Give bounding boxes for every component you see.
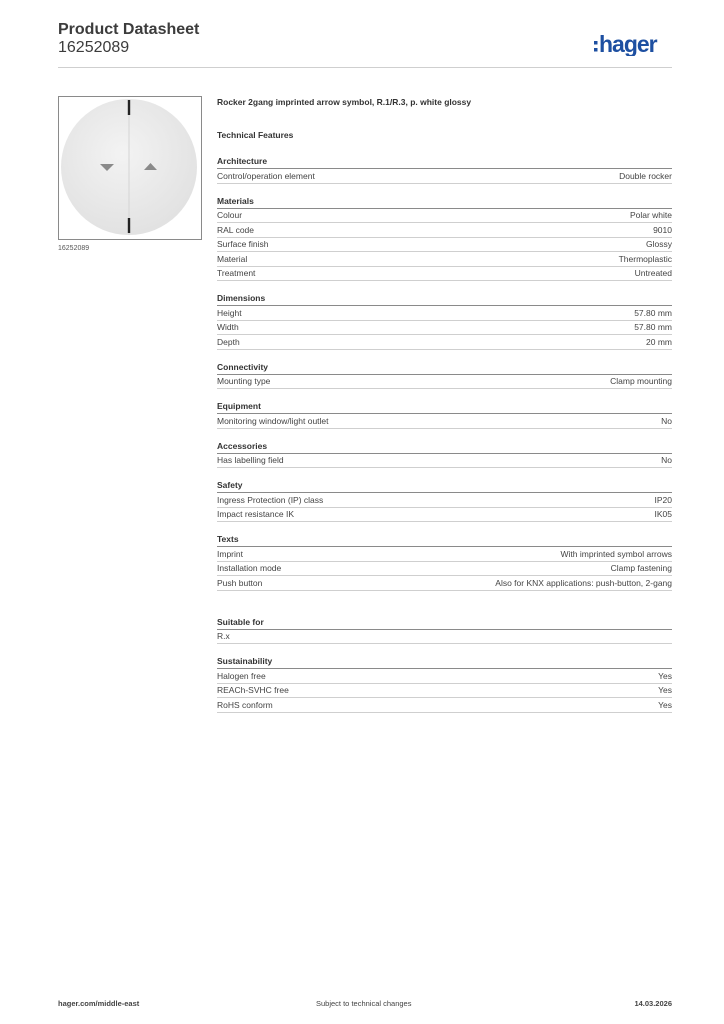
spec-label: Ingress Protection (IP) class — [217, 494, 324, 505]
spec-section — [217, 362, 672, 390]
spec-row — [217, 576, 672, 591]
spec-label: Height — [217, 307, 242, 318]
spec-label: Depth — [217, 336, 240, 347]
section-title: Sustainability — [217, 656, 672, 669]
spec-row — [217, 493, 672, 508]
spec-section — [217, 617, 672, 645]
spec-row — [217, 169, 672, 184]
spec-value: No — [661, 455, 672, 466]
spec-row — [217, 335, 672, 350]
rocker-top-marker — [128, 100, 130, 115]
spec-value: With imprinted symbol arrows — [560, 548, 672, 559]
spec-label: Colour — [217, 210, 243, 221]
spec-label: Treatment — [217, 268, 256, 279]
spec-label: Control/operation element — [217, 170, 315, 181]
spec-label: Monitoring window/light outlet — [217, 415, 329, 426]
spec-label: Mounting type — [217, 376, 271, 387]
spec-value: Yes — [658, 699, 672, 710]
spec-value: Also for KNX applications: push-button, 2-gang — [495, 577, 672, 588]
spec-label: RAL code — [217, 224, 255, 235]
spec-label: Halogen free — [217, 670, 266, 681]
spec-row — [217, 267, 672, 282]
spec-label: R.x — [217, 631, 230, 642]
spec-row — [217, 223, 672, 238]
spec-label: RoHS conform — [217, 699, 273, 710]
spec-row — [217, 547, 672, 562]
logo-text: hager — [599, 31, 657, 56]
section-title: Suitable for — [217, 617, 672, 630]
spec-label: Width — [217, 322, 239, 333]
spec-label: REACh-SVHC free — [217, 685, 289, 696]
image-caption: 16252089 — [58, 245, 90, 252]
spec-section — [217, 196, 672, 282]
section-title: Accessories — [217, 441, 672, 454]
spec-row — [217, 454, 672, 469]
spec-value: Clamp mounting — [610, 376, 672, 387]
spec-label: Has labelling field — [217, 455, 284, 466]
spec-row — [217, 238, 672, 253]
spec-value: Glossy — [646, 239, 672, 250]
technical-features-heading: Technical Features — [217, 130, 294, 140]
section-title: Texts — [217, 534, 672, 547]
footer-website[interactable]: hager.com/middle-east — [58, 999, 140, 1008]
product-number: 16252089 — [58, 39, 130, 56]
spec-row — [217, 306, 672, 321]
feature-sections — [217, 156, 672, 713]
spec-value: Clamp fastening — [610, 563, 672, 574]
hager-logo — [594, 28, 674, 56]
spec-value: Double rocker — [619, 170, 672, 181]
spec-row — [217, 209, 672, 224]
spec-value: Yes — [658, 670, 672, 681]
spec-value: No — [661, 415, 672, 426]
spec-row — [217, 375, 672, 390]
spec-label: Push button — [217, 577, 263, 588]
product-title: Rocker 2gang imprinted arrow symbol, R.1/R.3, p. white glossy — [217, 97, 472, 107]
section-title: Connectivity — [217, 362, 672, 375]
spec-value: IK05 — [654, 509, 672, 520]
spec-label: Imprint — [217, 548, 243, 559]
section-title: Dimensions — [217, 293, 672, 306]
spec-section — [217, 441, 672, 469]
spec-row — [217, 630, 672, 645]
footer-notice: Subject to technical changes — [316, 999, 412, 1008]
spec-label: Material — [217, 253, 248, 264]
spec-value: Thermoplastic — [618, 253, 672, 264]
spec-section — [217, 656, 672, 713]
spec-section — [217, 293, 672, 350]
rocker-bottom-marker — [128, 218, 130, 233]
spec-section — [217, 534, 672, 591]
spec-value: Yes — [658, 685, 672, 696]
datasheet-content — [217, 97, 672, 713]
double-rocker-switch-icon — [59, 97, 201, 239]
spec-section — [217, 401, 672, 429]
spec-label: Surface finish — [217, 239, 269, 250]
spec-value: 57.80 mm — [634, 307, 672, 318]
section-title: Materials — [217, 196, 672, 209]
page-title: Product Datasheet — [58, 21, 200, 38]
section-title: Architecture — [217, 156, 672, 169]
spec-row — [217, 508, 672, 523]
spec-row — [217, 414, 672, 429]
spec-value: 20 mm — [646, 336, 672, 347]
spec-label: Impact resistance IK — [217, 509, 295, 520]
spec-row — [217, 321, 672, 336]
spec-value: Polar white — [629, 210, 672, 221]
spec-row — [217, 669, 672, 684]
section-title: Safety — [217, 480, 672, 493]
spec-row — [217, 684, 672, 699]
spec-row — [217, 562, 672, 577]
spec-label: Installation mode — [217, 563, 282, 574]
spec-section — [217, 480, 672, 522]
spec-value: IP20 — [654, 494, 672, 505]
section-title: Equipment — [217, 401, 672, 414]
spec-value: Untreated — [634, 268, 672, 279]
spec-row — [217, 698, 672, 713]
spec-value: 9010 — [653, 224, 672, 235]
header-divider — [58, 67, 672, 68]
footer-date: 14.03.2026 — [634, 999, 672, 1008]
spec-section — [217, 156, 672, 184]
spec-row — [217, 252, 672, 267]
product-image — [58, 96, 202, 240]
spec-value: 57.80 mm — [634, 322, 672, 333]
